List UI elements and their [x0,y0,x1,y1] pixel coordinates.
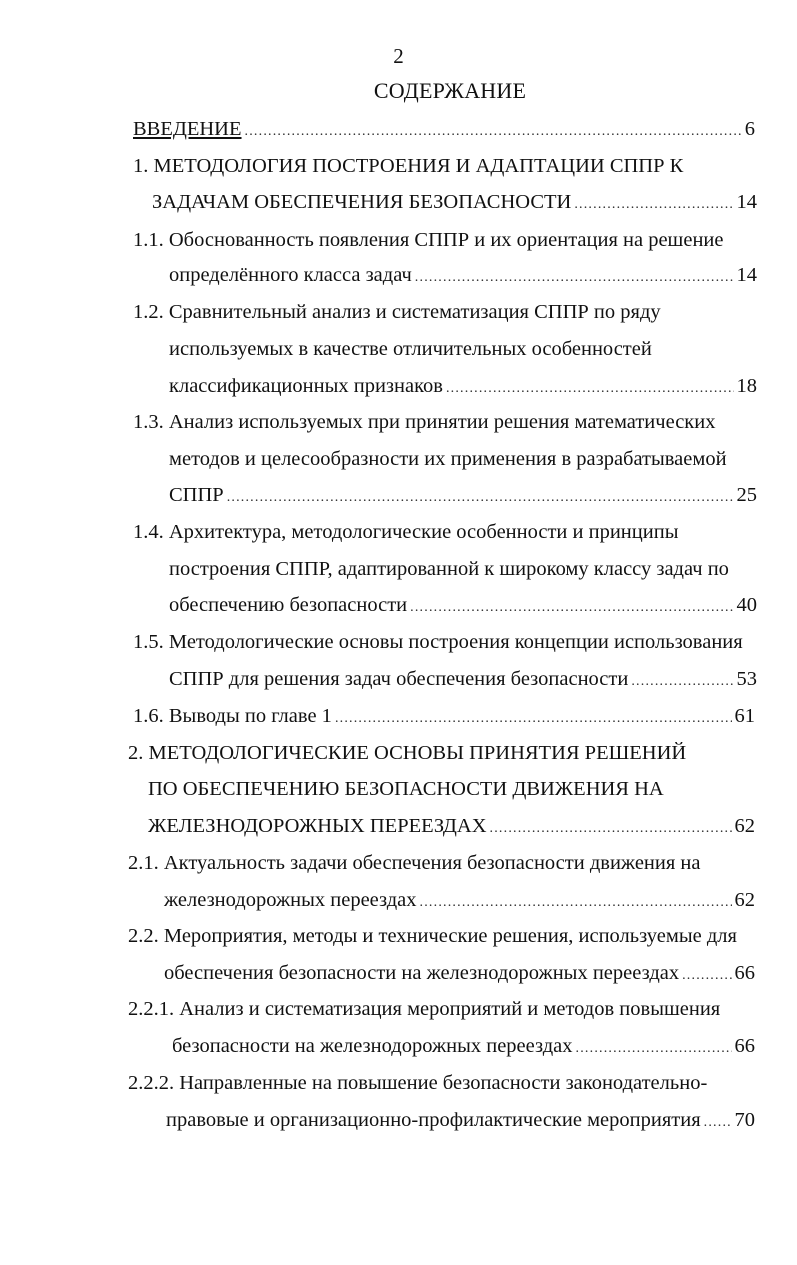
toc-entry-1-1: 1.1. Обоснованность появления СППР и их ориентация на решение [133,229,724,251]
toc-entry-2-2-2: 2.2.2. Направленные на повышение безопасности законодательно- [128,1072,708,1094]
toc-entry-1-2: 1.2. Сравнительный анализ и систематизация СППР по ряду [133,301,661,323]
toc-page-number: 53 [736,668,757,690]
toc-page-number: 62 [734,889,755,911]
toc-entry-1-2-cont: классификационных признаков ..... 18 [169,372,757,400]
toc-entry-chapter-2-cont: ПО ОБЕСПЕЧЕНИЮ БЕЗОПАСНОСТИ ДВИЖЕНИЯ НА [148,778,664,800]
toc-entry-2-2-cont: обеспечения безопасности на железнодорожных переездах ..... 66 [164,959,755,987]
toc-entry-2-1: 2.1. Актуальность задачи обеспечения безопасности движения на [128,852,701,874]
toc-page-number: 18 [736,375,757,397]
toc-entry-2-2: 2.2. Мероприятия, методы и технические решения, используемые для [128,925,737,947]
toc-entry-2-2-2-cont: правовые и организационно-профилактические мероприятия ..... 70 [166,1106,755,1134]
toc-page-number: 66 [734,1035,755,1057]
toc-entry-1-3-cont: методов и целесообразности их применения в разрабатываемой [169,448,727,470]
toc-page-number: 61 [734,705,755,727]
toc-entry-1-2-cont: используемых в качестве отличительных особенностей [169,338,652,360]
toc-page-number: 14 [736,264,757,286]
toc-entry-1-6: 1.6. Выводы по главе 1 ..... 61 [133,702,755,730]
toc-entry-chapter-1: 1. МЕТОДОЛОГИЯ ПОСТРОЕНИЯ И АДАПТАЦИИ СППР К [133,155,684,177]
toc-entry-2-2-1: 2.2.1. Анализ и систематизация мероприятий и методов повышения [128,998,721,1020]
toc-page-number: 62 [734,815,755,837]
toc-entry-2-2-1-cont: безопасности на железнодорожных переездах ..... 66 [172,1032,755,1060]
toc-entry-1-5: 1.5. Методологические основы построения концепции использования [133,631,743,653]
toc-entry-1-1-cont: определённого класса задач ..... 14 [169,261,757,289]
toc-entry-introduction: ВВЕДЕНИЕ ..... 6 [133,115,755,143]
toc-entry-chapter-2: 2. МЕТОДОЛОГИЧЕСКИЕ ОСНОВЫ ПРИНЯТИЯ РЕШЕНИЙ [128,742,687,764]
toc-page-number: 14 [736,191,757,213]
toc-entry-chapter-1-cont: ЗАДАЧАМ ОБЕСПЕЧЕНИЯ БЕЗОПАСНОСТИ ..... 14 [152,188,757,216]
toc-entry-1-4: 1.4. Архитектура, методологические особенности и принципы [133,521,679,543]
toc-page-number: 66 [734,962,755,984]
toc-entry-2-1-cont: железнодорожных переездах ..... 62 [164,886,755,914]
toc-page-number: 6 [744,118,755,140]
toc-page-number: 40 [736,594,757,616]
toc-entry-1-4-cont: построения СППР, адаптированной к широкому классу задач по [169,558,729,580]
page-number: 2 [393,44,404,68]
toc-entry-1-5-cont: СППР для решения задач обеспечения безопасности ..... 53 [169,665,757,693]
toc-entry-1-3-cont: СППР ..... 25 [169,481,757,509]
toc-entry-chapter-2-cont: ЖЕЛЕЗНОДОРОЖНЫХ ПЕРЕЕЗДАХ ..... 62 [148,812,755,840]
toc-page-number: 70 [734,1109,755,1131]
toc-page-number: 25 [736,484,757,506]
page-title: СОДЕРЖАНИЕ [373,78,527,103]
toc-entry-1-3: 1.3. Анализ используемых при принятии решения математических [133,411,716,433]
toc-entry-1-4-cont: обеспечению безопасности ..... 40 [169,591,757,619]
